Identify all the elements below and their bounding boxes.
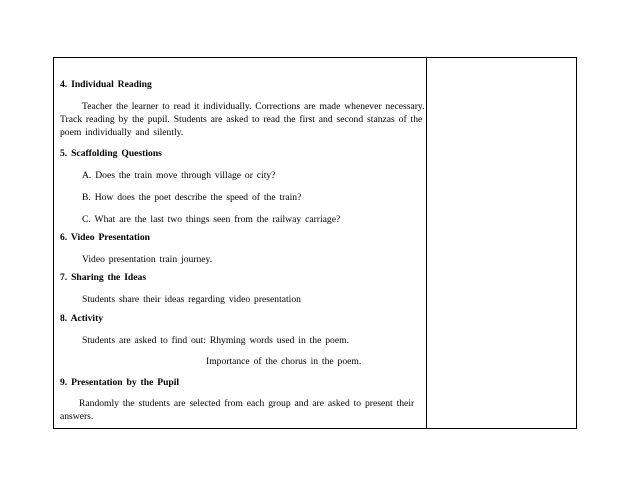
section-heading-sharing-ideas: 7. Sharing the Ideas: [60, 272, 147, 283]
section-text-line: Importance of the chorus in the poem.: [206, 356, 362, 367]
column-divider: [426, 57, 427, 429]
section-heading-presentation-by-pupil: 9. Presentation by the Pupil: [60, 377, 180, 388]
section-text-line: Teacher the learner to read it individually. Corrections are made whenever necessary.: [82, 101, 425, 112]
question-c: C. What are the last two things seen from the railway carriage?: [82, 214, 341, 225]
section-heading-video-presentation: 6. Video Presentation: [60, 232, 150, 243]
section-heading-activity: 8. Activity: [60, 313, 104, 324]
section-text-line: Randomly the students are selected from each group and are asked to present their: [79, 398, 415, 409]
section-text-line: Students share their ideas regarding video presentation: [82, 294, 301, 305]
section-heading-scaffolding-questions: 5. Scaffolding Questions: [60, 148, 162, 159]
section-text-line: poem individually and silently.: [60, 127, 184, 138]
section-text-line: answers.: [60, 411, 94, 422]
section-text-line: Track reading by the pupil. Students are asked to read the first and second stanzas of the: [60, 114, 423, 125]
question-a: A. Does the train move through village or city?: [82, 170, 276, 181]
question-b: B. How does the poet describe the speed of the train?: [82, 192, 302, 203]
section-text-line: Video presentation train journey.: [82, 254, 213, 265]
section-text-line: Students are asked to find out: Rhyming words used in the poem.: [82, 335, 349, 346]
section-heading-individual-reading: 4. Individual Reading: [60, 79, 152, 90]
